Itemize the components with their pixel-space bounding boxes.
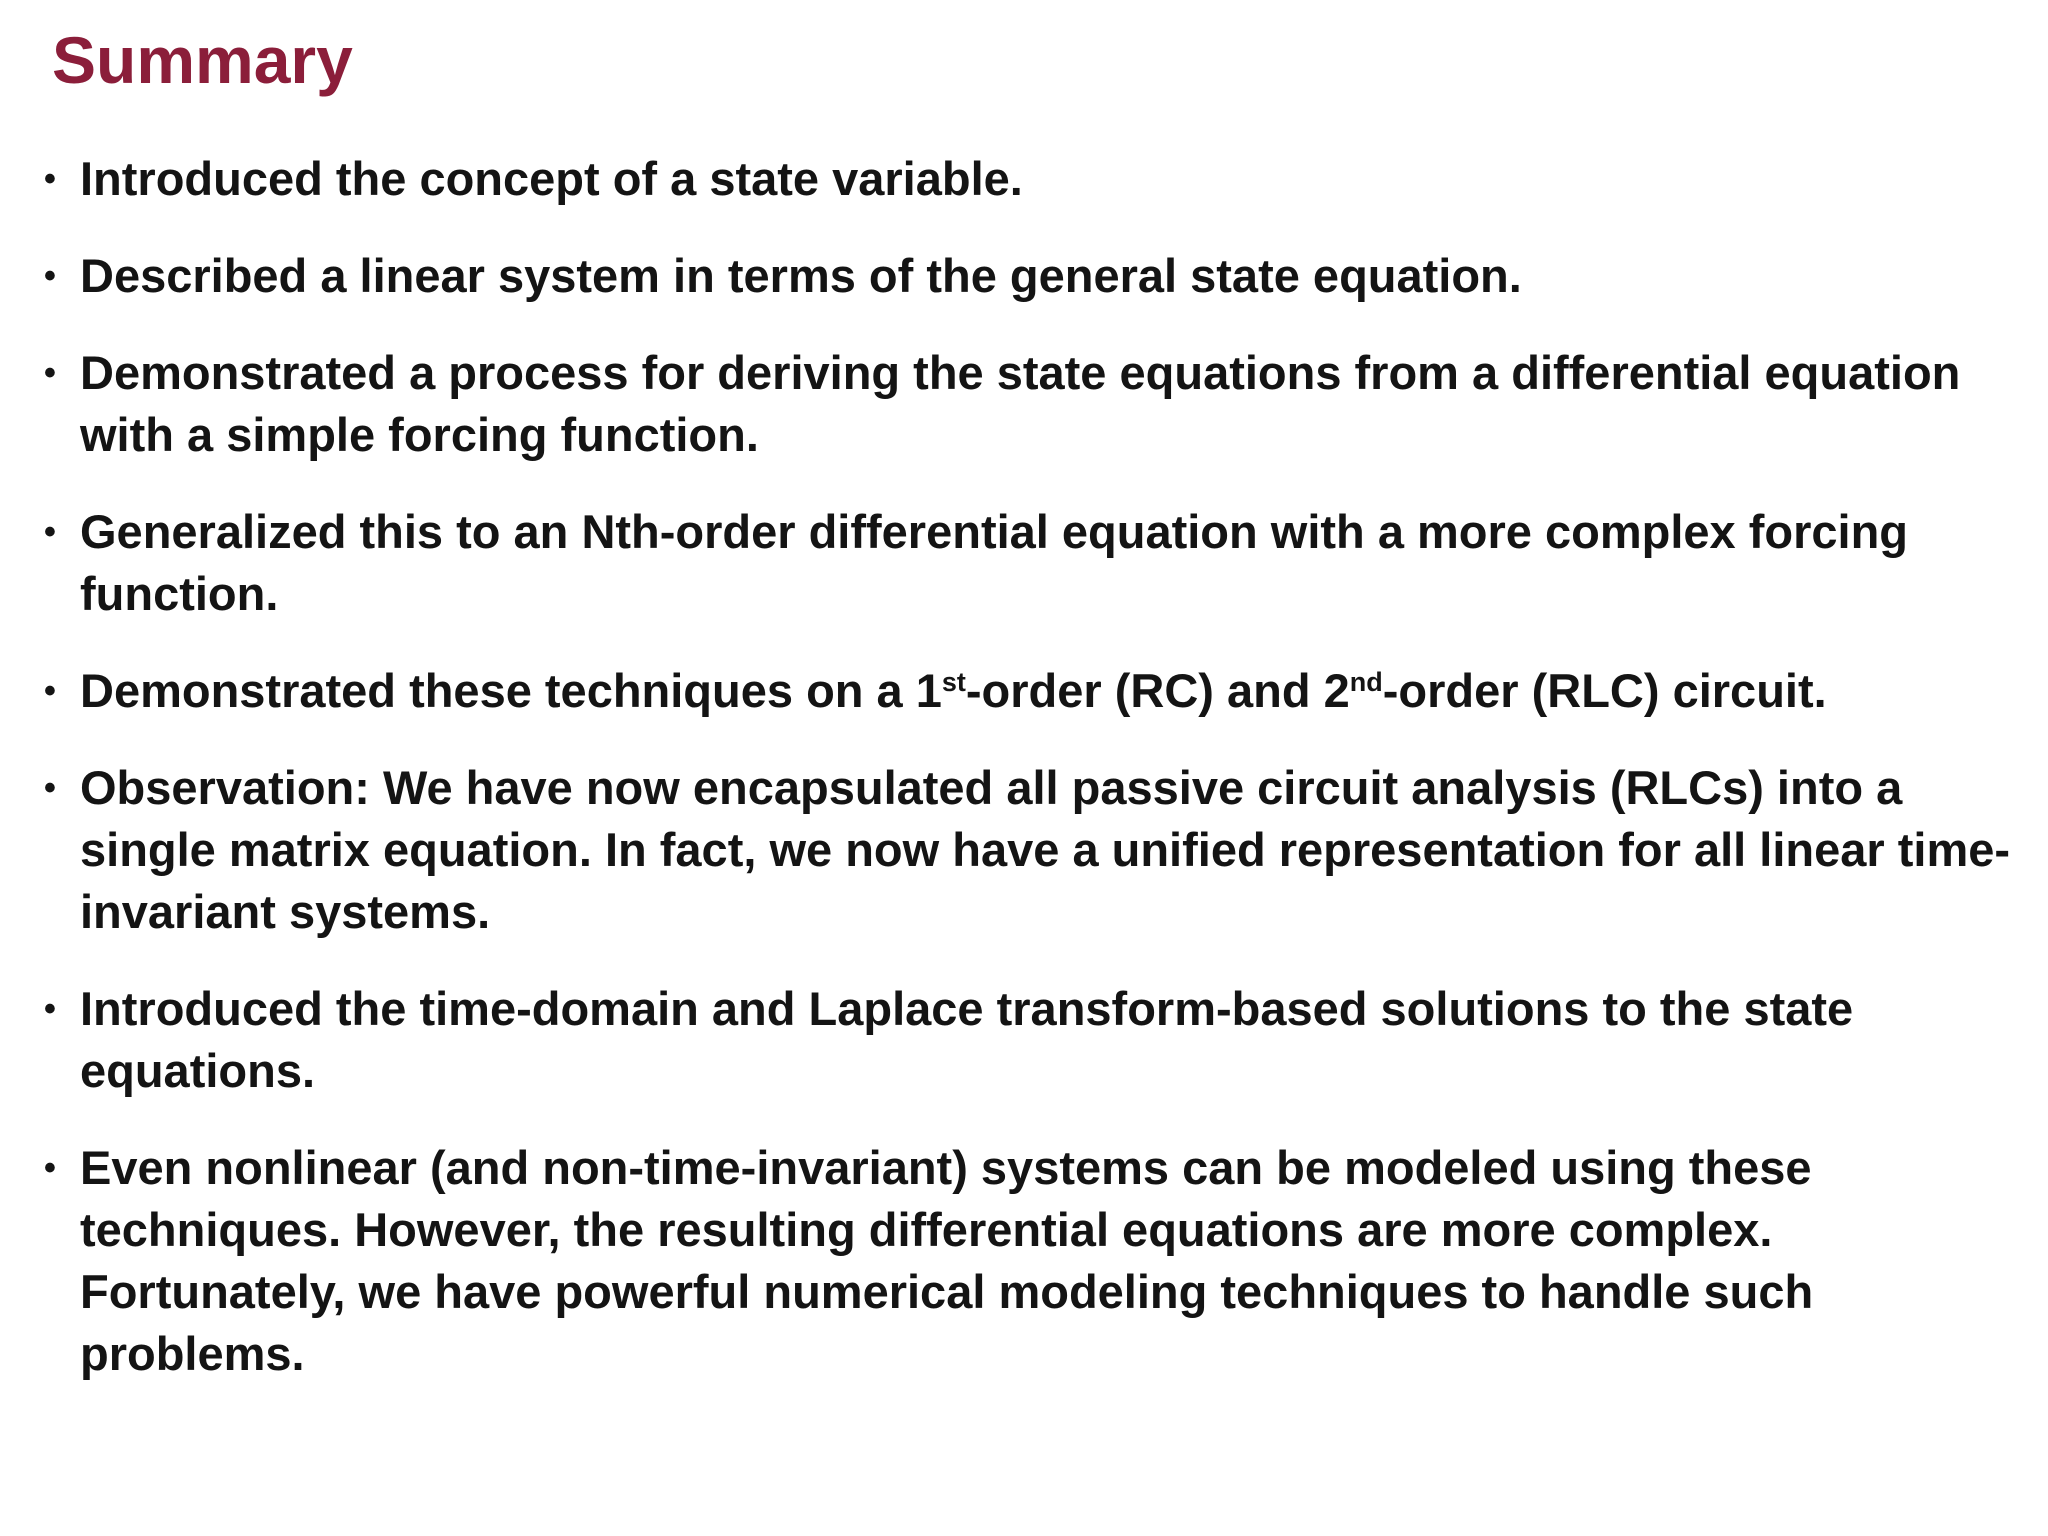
bullet-icon: • (44, 257, 56, 295)
bullet-text (80, 664, 1827, 717)
bullet-text: Observation: We have now encapsulated all passive circuit analysis (RLCs) into a single matrix equation. In fact, we now have a unified representation for all linear time-invariant systems. (80, 761, 2011, 938)
ordinal-suffix: st (941, 667, 966, 697)
bullet-icon: • (44, 513, 56, 551)
bullet-item (44, 1137, 2034, 1385)
bullet-text-part: -order (RLC) circuit. (1382, 664, 1827, 717)
bullet-icon: • (44, 1149, 56, 1187)
bullet-text: Introduced the concept of a state variable. (80, 152, 1023, 205)
bullet-item (44, 245, 2034, 307)
bullet-icon: • (44, 990, 56, 1028)
bullet-icon: • (44, 769, 56, 807)
bullet-text: Described a linear system in terms of the general state equation. (80, 249, 1522, 302)
bullet-text: Demonstrated a process for deriving the state equations from a differential equation with a simple forcing function. (80, 346, 1961, 461)
bullet-item (44, 342, 2034, 466)
bullet-item (44, 148, 2034, 210)
bullet-text: Introduced the time-domain and Laplace transform-based solutions to the state equations. (80, 982, 1854, 1097)
bullet-item (44, 978, 2034, 1102)
bullet-item (44, 660, 2034, 722)
slide-title: Summary (52, 23, 353, 97)
bullet-icon: • (44, 354, 56, 392)
bullet-text-part: -order (RC) and 2 (965, 664, 1350, 717)
bullet-text: Generalized this to an Nth-order differential equation with a more complex forcing function. (80, 505, 1909, 620)
ordinal-suffix: nd (1349, 667, 1383, 697)
bullet-item (44, 757, 2034, 943)
bullet-icon: • (44, 160, 56, 198)
bullet-list (44, 148, 2034, 1420)
bullet-text: Even nonlinear (and non-time-invariant) systems can be modeled using these techniques. However, the resulting differential equations are more complex. Fortunately, we have powerful numerical modeling techniques to handle such problems. (80, 1141, 1814, 1380)
bullet-text-part: Demonstrated these techniques on a 1 (80, 664, 942, 717)
bullet-item (44, 501, 2034, 625)
bullet-icon: • (44, 672, 56, 710)
